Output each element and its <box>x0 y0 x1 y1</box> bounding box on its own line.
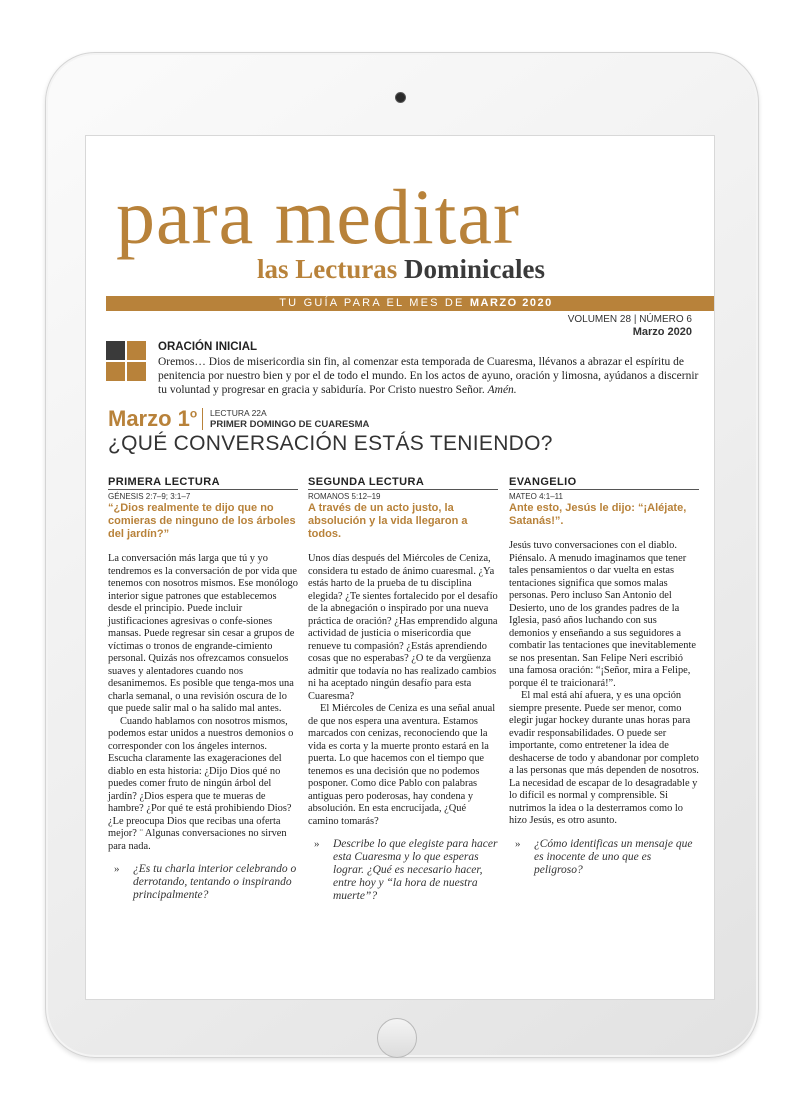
column-body <box>509 540 699 828</box>
issue-info <box>568 314 692 338</box>
banner-text: TU GUÍA PARA EL MES DE <box>279 297 470 309</box>
issue-date: Marzo 2020 <box>632 326 692 338</box>
scripture-quote: A través de un acto justo, la absolución y la vida llegaron a todos. <box>308 502 468 540</box>
scripture-quote: Ante esto, Jesús le dijo: “¡Aléjate, Satanás!”. <box>509 502 687 527</box>
column-heading: PRIMERA LECTURA <box>108 476 298 490</box>
paragraph: La conversación más larga que tú y yo tendremos es la conversación de por vida que tenemos con nosotros mismos. Ese monólogo interior sigue patrones que establecemos desde el principio. Puede incluir justificaciones agresivas o confe-siones mansas. Puede regresar sin cesar a grupos de víctimas o tronos de engrande-cimiento personal. Quizás nos ofrezcamos consuelos suaves y alentadores cuando nos desanimemos. Es posible que tenga-mos una charla semanal, o una revisión oscura de lo que puede salir mal o ha salido mal antes. <box>108 553 298 714</box>
column-segunda-lectura <box>308 476 498 903</box>
opening-prayer-heading: ORACIÓN INICIAL <box>158 341 258 353</box>
paragraph: Unos días después del Miércoles de Ceniza, considera tu estado de ánimo cuaresmal. ¿Ya estás harto de la prueba de tu disciplina elegida? ¿Te sientes fortalecido por el desafío de la abnegación o inspirado por una nueva práctica de oración? ¿Has emprendido alguna actividad de justicia o misericordia que renueve tu compasión? ¿Estás aprendiendo cosas que no esperabas? ¿O te da vergüenza admitir que todavía no has realizado cambios ni ha aceptado ningún desafío para esta Cuaresma? <box>308 553 498 702</box>
column-primera-lectura <box>108 476 298 902</box>
column-heading: EVANGELIO <box>509 476 699 490</box>
home-button[interactable] <box>377 1018 417 1058</box>
chevron-icon: » <box>314 838 320 850</box>
column-heading: SEGUNDA LECTURA <box>308 476 498 490</box>
column-evangelio <box>509 476 699 877</box>
banner-month: MARZO 2020 <box>469 297 553 309</box>
subtitle-part2: Dominicales <box>403 254 545 284</box>
masthead-title: para meditar <box>116 173 520 260</box>
cross-logo-icon <box>106 341 146 381</box>
reflection-question: » ¿Es tu charla interior celebrando o derrotando, tentando o inspirando principalmente? <box>114 863 297 901</box>
chevron-icon: » <box>114 863 120 875</box>
paragraph: Jesús tuvo conversaciones con el diablo. Piénsalo. A menudo imaginamos que tener tales pensamientos o dar vuelta en estas tentaciones significa que somos malas personas. Pero incluso San Antonio del Desierto, uno de los grandes padres de la Iglesia, pasó años luchando con sus demonios y enseñando a sus seguidores a combatir las tentaciones que inevitablemente se nos presentan. San Felipe Neri escribió una famosa oración: “¡Señor, mira a Felipe, porque él te traicionará!”. <box>509 540 696 689</box>
subtitle-part1: las Lecturas <box>257 254 404 284</box>
masthead-subtitle <box>257 254 545 285</box>
amen: Amén. <box>487 384 517 396</box>
reflection-question: » Describe lo que elegiste para hacer esta Cuaresma y lo que esperas lograr. ¿Qué es necesario hacer, entre hoy y “la hora de nuestra muerte”? <box>314 838 498 902</box>
chevron-icon: » <box>515 837 521 850</box>
scripture-reference: MATEO 4:1–11 <box>509 492 563 501</box>
column-body <box>308 553 498 828</box>
scripture-reference: ROMANOS 5:12–19 <box>308 492 381 501</box>
scripture-quote: “¿Dios realmente te dijo que no comieras de ninguno de los árboles del jardín?” <box>108 502 296 540</box>
paragraph: Cuando hablamos con nosotros mismos, podemos estar unidos a nuestros demonios o corresponder con los ángeles internos. Escucha claramente las exageraciones del diablo en esta historia: ¿Dijo Dios qué no puedes comer fruto de ningún árbol del jardín? ¿Dios espera que te mueras de hambre? ¿Por qué te está prohibiendo Dios? ¿Le preocupa Dios que recibas una oferta mejor? ¨ Algunas conversaciones no sirven para nada. <box>108 715 294 852</box>
opening-prayer-text: Oremos… Dios de misericordia sin fin, al comenzar esta temporada de Cuaresma, llévanos a abrazar el espíritu de penitencia por nuestro bien y por el de todo el mundo. En los actos de ayuno, oración y limosna, ayúdanos a discernir tu voluntad y progresar en gracia y sabiduría. Por Cristo nuestro Señor. Amén. <box>158 356 699 396</box>
date-divider <box>202 408 203 430</box>
month-banner <box>106 296 715 311</box>
scripture-reference: GÉNESIS 2:7–9; 3:1–7 <box>108 492 191 501</box>
volume-number: VOLUMEN 28 | NÚMERO 6 <box>567 314 692 325</box>
paragraph: El Miércoles de Ceniza es una señal anual de que nos espera una aventura. Estamos marcados con cenizas, reconociendo que la vida es corta y la muerte pronto estará en la puerta. Lo que hacemos con el tiempo que tenemos es una decisión que no podemos posponer. Como dice Pablo con palabras antiguas pero poderosas, hay condena y absolución. En esta encrucijada, ¿Qué camino tomarás? <box>308 703 496 827</box>
main-headline: ¿QUÉ CONVERSACIÓN ESTÁS TENIENDO? <box>108 432 553 455</box>
reflection-question: » ¿Cómo identificas un mensaje que es inocente de uno que es peligroso? <box>515 837 693 876</box>
column-body <box>108 553 298 853</box>
paragraph: El mal está ahí afuera, y es una opción siempre presente. Puede ser menor, como elegir jugar hockey durante unas horas para evadir responsabilidades. O puede ser importante, como entretener la idea de deshacerse de todo y abandonar por completo a las personas que más dependen de nosotros. La necesidad de escapar de lo desagradable y lo difícil es normal y comprensible. Si nutrimos la idea o la desterramos como lo hizo Jesús, es otro asunto. <box>509 690 699 826</box>
tablet-screen <box>85 135 715 1000</box>
camera-icon <box>395 92 406 103</box>
sunday-occasion: PRIMER DOMINGO DE CUARESMA <box>210 419 370 430</box>
lectionary-number: LECTURA 22A <box>210 408 267 418</box>
sunday-date: Marzo 1$^o$ <box>108 406 198 431</box>
lectionary-info <box>210 408 369 430</box>
